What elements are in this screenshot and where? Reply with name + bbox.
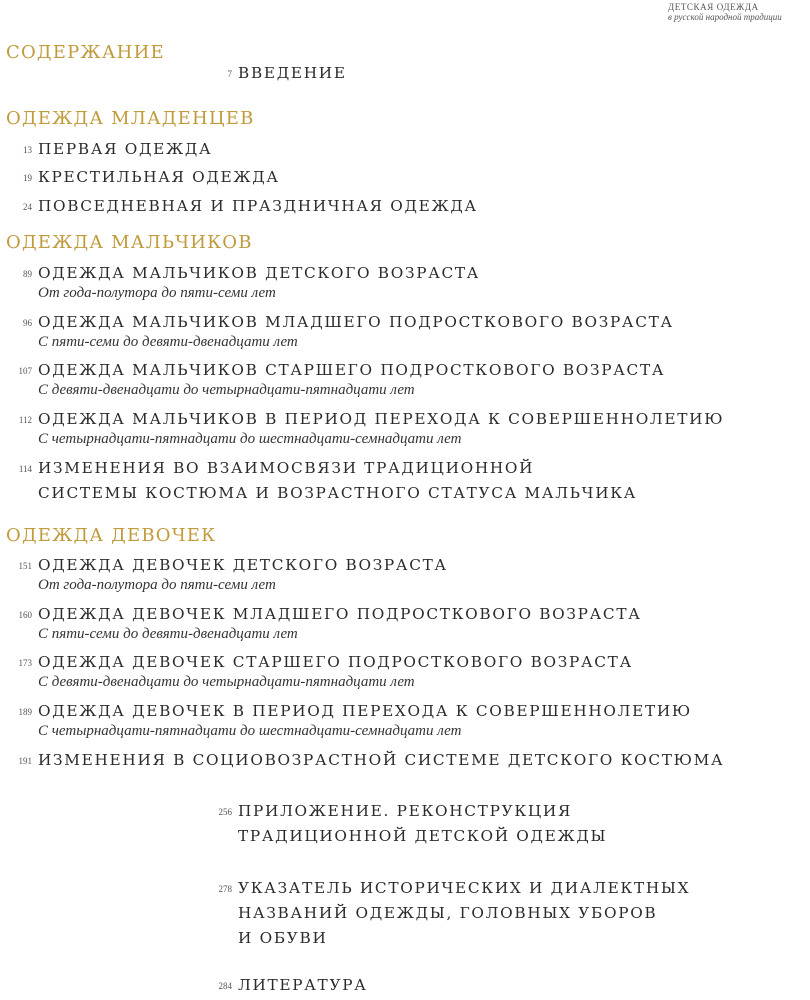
toc-entry[interactable] <box>23 166 280 189</box>
entry-title: ОДЕЖДА ДЕВОЧЕК В ПЕРИОД ПЕРЕХОДА К СОВЕРШЕННОЛЕТИЮ <box>38 702 692 720</box>
entry-title-line: ИЗМЕНЕНИЯ ВО ВЗАИМОСВЯЗИ ТРАДИЦИОННОЙ <box>38 459 535 477</box>
toc-entry-index[interactable] <box>218 877 691 950</box>
entry-title: ПОВСЕДНЕВНАЯ И ПРАЗДНИЧНАЯ ОДЕЖДА <box>38 197 478 215</box>
page-number: 89 <box>23 269 32 279</box>
entry-subtitle: С четырнадцати-пятнадцати до шестнадцати-семнадцати лет <box>38 431 462 447</box>
entry-title: ОДЕЖДА МАЛЬЧИКОВ ДЕТСКОГО ВОЗРАСТА <box>38 264 481 282</box>
page-number: 114 <box>18 464 32 474</box>
entry-title: ОДЕЖДА ДЕВОЧЕК ДЕТСКОГО ВОЗРАСТА <box>38 556 448 574</box>
toc-entry-intro[interactable] <box>227 62 347 85</box>
toc-entry[interactable] <box>18 651 633 691</box>
toc-entry[interactable] <box>18 603 642 643</box>
header-subtitle: в русской народной традиции <box>668 12 782 22</box>
page-number: 173 <box>18 658 32 668</box>
page-number: 107 <box>18 366 32 376</box>
page-number: 13 <box>23 145 32 155</box>
entry-title-line: И ОБУВИ <box>238 929 328 947</box>
toc-entry[interactable] <box>18 554 448 594</box>
entry-title: ОДЕЖДА ДЕВОЧЕК МЛАДШЕГО ПОДРОСТКОВОГО ВОЗРАСТА <box>38 605 642 623</box>
page-number: 96 <box>23 318 32 328</box>
entry-title: ОДЕЖДА МАЛЬЧИКОВ СТАРШЕГО ПОДРОСТКОВОГО ВОЗРАСТА <box>38 361 666 379</box>
toc-entry[interactable] <box>23 195 478 218</box>
page-number: 7 <box>227 69 232 79</box>
page-number: 24 <box>23 202 32 212</box>
toc-entry[interactable] <box>18 359 666 399</box>
section-heading-infants: ОДЕЖДА МЛАДЕНЦЕВ <box>6 108 255 129</box>
page-number: 278 <box>218 884 232 894</box>
page-number: 256 <box>218 807 232 817</box>
entry-subtitle: С четырнадцати-пятнадцати до шестнадцати-семнадцати лет <box>38 723 462 739</box>
entry-subtitle: От года-полутора до пяти-семи лет <box>38 285 276 301</box>
entry-subtitle: С пяти-семи до девяти-двенадцати лет <box>38 626 298 642</box>
toc-entry[interactable] <box>23 138 213 161</box>
entry-subtitle: С девяти-двенадцати до четырнадцати-пятнадцати лет <box>38 674 415 690</box>
page-number: 284 <box>218 981 232 991</box>
page-number: 189 <box>18 707 32 717</box>
page-number: 151 <box>18 561 32 571</box>
running-header <box>668 2 808 22</box>
toc-entry[interactable] <box>23 262 481 302</box>
toc-entry[interactable] <box>18 457 638 505</box>
entry-subtitle: От года-полутора до пяти-семи лет <box>38 577 276 593</box>
entry-title: ЛИТЕРАТУРА <box>238 976 368 994</box>
section-heading-girls: ОДЕЖДА ДЕВОЧЕК <box>6 525 217 546</box>
entry-title: ОДЕЖДА МАЛЬЧИКОВ В ПЕРИОД ПЕРЕХОДА К СОВЕРШЕННОЛЕТИЮ <box>38 410 725 428</box>
entry-title: ОДЕЖДА ДЕВОЧЕК СТАРШЕГО ПОДРОСТКОВОГО ВОЗРАСТА <box>38 653 633 671</box>
entry-title-line: СИСТЕМЫ КОСТЮМА И ВОЗРАСТНОГО СТАТУСА МАЛЬЧИКА <box>38 484 638 502</box>
entry-title: ОДЕЖДА МАЛЬЧИКОВ МЛАДШЕГО ПОДРОСТКОВОГО ВОЗРАСТА <box>38 313 674 331</box>
entry-title-line: УКАЗАТЕЛЬ ИСТОРИЧЕСКИХ И ДИАЛЕКТНЫХ <box>238 879 691 897</box>
contents-heading: СОДЕРЖАНИЕ <box>6 42 165 63</box>
entry-title: ВВЕДЕНИЕ <box>238 64 347 82</box>
section-heading-boys: ОДЕЖДА МАЛЬЧИКОВ <box>6 232 253 253</box>
entry-title-line: НАЗВАНИЙ ОДЕЖДЫ, ГОЛОВНЫХ УБОРОВ <box>238 904 658 922</box>
page-number: 191 <box>18 756 32 766</box>
toc-entry[interactable] <box>18 408 725 448</box>
entry-subtitle: С девяти-двенадцати до четырнадцати-пятнадцати лет <box>38 382 415 398</box>
page-number: 19 <box>23 173 32 183</box>
toc-entry[interactable] <box>18 700 692 740</box>
entry-title-line: ТРАДИЦИОННОЙ ДЕТСКОЙ ОДЕЖДЫ <box>238 827 608 845</box>
header-title: ДЕТСКАЯ ОДЕЖДА <box>668 2 759 12</box>
entry-title-line: ПРИЛОЖЕНИЕ. РЕКОНСТРУКЦИЯ <box>238 802 573 820</box>
toc-entry[interactable] <box>18 749 725 772</box>
entry-title: ПЕРВАЯ ОДЕЖДА <box>38 140 213 158</box>
page-number: 160 <box>18 610 32 620</box>
entry-title: КРЕСТИЛЬНАЯ ОДЕЖДА <box>38 168 280 186</box>
entry-subtitle: С пяти-семи до девяти-двенадцати лет <box>38 334 298 350</box>
page-number: 112 <box>18 415 32 425</box>
toc-entry-appendix[interactable] <box>218 800 608 848</box>
toc-entry-literature[interactable] <box>218 974 368 997</box>
entry-title: ИЗМЕНЕНИЯ В СОЦИОВОЗРАСТНОЙ СИСТЕМЕ ДЕТСКОГО КОСТЮМА <box>38 751 725 769</box>
toc-entry[interactable] <box>23 311 674 351</box>
